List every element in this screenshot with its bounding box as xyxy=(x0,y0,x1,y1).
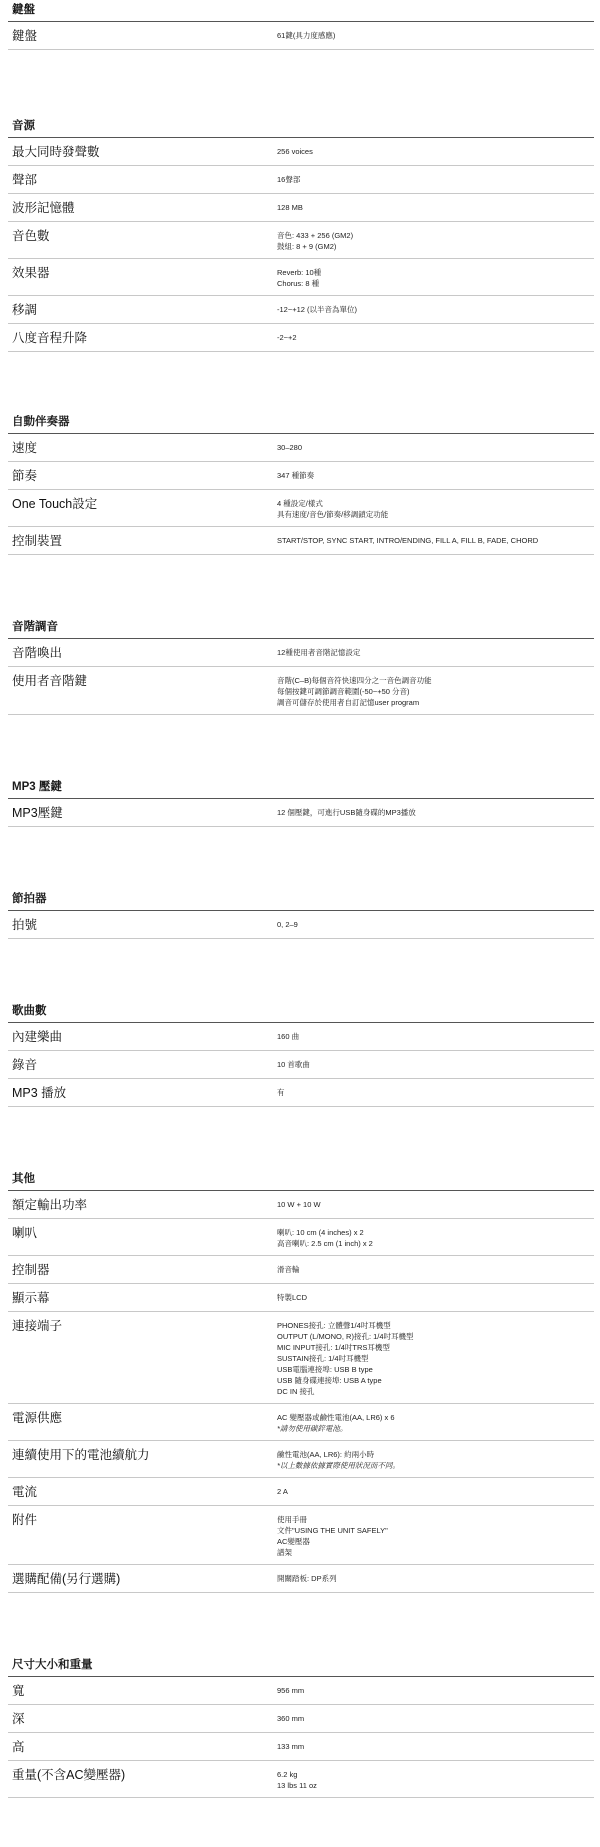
spec-label: 內建樂曲 xyxy=(12,1030,63,1044)
spec-row xyxy=(8,22,594,50)
spec-value-line: 133 mm xyxy=(277,1742,305,1751)
spec-label: MP3 播放 xyxy=(12,1086,67,1100)
spec-label: 音階喚出 xyxy=(12,646,63,660)
spec-value-line: -2~+2 xyxy=(277,333,297,342)
spec-value-line: 13 lbs 11 oz xyxy=(277,1781,317,1790)
spec-row xyxy=(8,490,594,527)
spec-label: 速度 xyxy=(12,441,38,455)
spec-value xyxy=(277,1198,594,1212)
spec-value-line: USB 隨身碟連接埠: USB A type xyxy=(277,1376,382,1385)
spec-value xyxy=(277,229,594,252)
spec-value xyxy=(277,303,594,317)
spec-label: 連續使用下的電池續航力 xyxy=(12,1448,150,1462)
spec-section xyxy=(8,617,594,715)
spec-value xyxy=(277,806,594,820)
section-title: 歌曲數 xyxy=(8,1001,594,1023)
section-spacer xyxy=(8,555,600,617)
spec-row xyxy=(8,639,594,667)
spec-section xyxy=(8,1001,594,1107)
spec-row xyxy=(8,1051,594,1079)
spec-value-line: 每個按鍵可調節調音範圍(-50~+50 分音) xyxy=(277,687,410,696)
spec-row xyxy=(8,1312,594,1404)
spec-value-line: 6.2 kg xyxy=(277,1770,298,1779)
spec-value-line: 滑音輪 xyxy=(277,1265,300,1274)
section-spacer xyxy=(8,1593,600,1655)
spec-label: 顯示幕 xyxy=(12,1291,50,1305)
spec-row xyxy=(8,296,594,324)
spec-row xyxy=(8,194,594,222)
spec-value xyxy=(277,1513,594,1558)
spec-note: *以上數據依據實際使用狀況而不同。 xyxy=(277,1461,400,1470)
spec-value xyxy=(277,441,594,455)
spec-value xyxy=(277,201,594,215)
spec-value-line: MIC INPUT接孔: 1/4吋TRS耳機型 xyxy=(277,1343,390,1352)
section-spacer xyxy=(8,352,600,412)
spec-value-line: 調音可儲存於使用者自訂記憶user program xyxy=(277,698,420,707)
spec-row xyxy=(8,799,594,827)
spec-value-line: 鹼性電池(AA, LR6): 約兩小時 xyxy=(277,1450,375,1459)
spec-row xyxy=(8,1705,594,1733)
section-title: 節拍器 xyxy=(8,889,594,911)
section-spacer xyxy=(8,1107,600,1169)
spec-value xyxy=(277,918,594,932)
section-title: 自動伴奏器 xyxy=(8,412,594,434)
section-spacer xyxy=(8,827,600,889)
spec-label: 效果器 xyxy=(12,266,50,280)
spec-label: 重量(不含AC變壓器) xyxy=(12,1768,126,1782)
section-spacer xyxy=(8,939,600,1001)
spec-value-line: Reverb: 10種 xyxy=(277,268,322,277)
spec-value xyxy=(277,1263,594,1277)
spec-value-line: USB電腦連接埠: USB B type xyxy=(277,1365,373,1374)
spec-row xyxy=(8,1565,594,1593)
spec-value-line: OUTPUT (L/MONO, R)接孔: 1/4吋耳機型 xyxy=(277,1332,414,1341)
spec-value xyxy=(277,1684,594,1698)
spec-value-line: 音階(C–B)每個音符快速四分之一音色調音功能 xyxy=(277,676,432,685)
spec-label: 八度音程升降 xyxy=(12,331,88,345)
spec-value-line: 音色: 433 + 256 (GM2) xyxy=(277,231,354,240)
spec-value-line: AC變壓器 xyxy=(277,1537,310,1546)
spec-value xyxy=(277,145,594,159)
spec-row xyxy=(8,166,594,194)
spec-value-line: 4 種設定/樣式 xyxy=(277,499,323,508)
spec-value xyxy=(277,1712,594,1726)
spec-label: 選購配備(另行選購) xyxy=(12,1572,121,1586)
spec-row xyxy=(8,1284,594,1312)
spec-value xyxy=(277,1740,594,1754)
spec-row xyxy=(8,1506,594,1565)
spec-label: 最大同時發聲數 xyxy=(12,145,100,159)
spec-value xyxy=(277,1411,594,1434)
spec-note: *請勿使用碳鋅電池。 xyxy=(277,1424,348,1433)
spec-label: 寬 xyxy=(12,1684,25,1698)
spec-value xyxy=(277,1572,594,1586)
spec-row xyxy=(8,1079,594,1107)
spec-row xyxy=(8,1441,594,1478)
spec-value-line: 10 W + 10 W xyxy=(277,1200,321,1209)
spec-row xyxy=(8,259,594,296)
spec-value-line: 2 A xyxy=(277,1487,288,1496)
spec-value-line: 喇叭: 10 cm (4 inches) x 2 xyxy=(277,1228,364,1237)
spec-row xyxy=(8,1761,594,1798)
spec-value-line: 0, 2–9 xyxy=(277,920,298,929)
spec-value-line: 347 種節奏 xyxy=(277,471,315,480)
spec-label: 聲部 xyxy=(12,173,38,187)
spec-row xyxy=(8,911,594,939)
spec-section xyxy=(8,1169,594,1593)
spec-value-line: 12種使用者音階記憶設定 xyxy=(277,648,361,657)
spec-value-line: 具有速度/音色/節奏/移調鎖定功能 xyxy=(277,510,389,519)
spec-value-line: 160 曲 xyxy=(277,1032,300,1041)
spec-label: One Touch設定 xyxy=(12,497,98,511)
spec-value xyxy=(277,469,594,483)
spec-value-line: 特製LCD xyxy=(277,1293,308,1302)
section-title: 音階調音 xyxy=(8,617,594,639)
spec-label: 拍號 xyxy=(12,918,38,932)
spec-section xyxy=(8,889,594,939)
spec-label: 高 xyxy=(12,1740,25,1754)
spec-label: 音色數 xyxy=(12,229,50,243)
spec-label: 控制器 xyxy=(12,1263,50,1277)
spec-value xyxy=(277,1448,594,1471)
spec-label: 鍵盤 xyxy=(12,29,38,43)
spec-value xyxy=(277,1319,594,1397)
section-title: MP3 壓鍵 xyxy=(8,777,594,799)
spec-value-line: 16聲部 xyxy=(277,175,301,184)
spec-value-line: 12 個壓鍵，可進行USB隨身碟的MP3播放 xyxy=(277,808,416,817)
spec-value-line: 文件"USING THE UNIT SAFELY" xyxy=(277,1526,388,1535)
spec-label: 電源供應 xyxy=(12,1411,63,1425)
spec-row xyxy=(8,667,594,715)
spec-value-line: 128 MB xyxy=(277,203,303,212)
spec-label: 控制裝置 xyxy=(12,534,63,548)
spec-section xyxy=(8,1655,594,1798)
spec-value xyxy=(277,331,594,345)
spec-value-line: 360 mm xyxy=(277,1714,305,1723)
spec-value xyxy=(277,674,594,708)
spec-label: 錄音 xyxy=(12,1058,38,1072)
section-title: 尺寸大小和重量 xyxy=(8,1655,594,1677)
spec-value-line: PHONES接孔: 立體聲1/4吋耳機型 xyxy=(277,1321,391,1330)
spec-value-line: 譜架 xyxy=(277,1548,292,1557)
spec-label: 深 xyxy=(12,1712,25,1726)
spec-value xyxy=(277,173,594,187)
spec-label: 額定輸出功率 xyxy=(12,1198,88,1212)
section-title: 鍵盤 xyxy=(8,0,594,22)
spec-value xyxy=(277,534,594,548)
spec-row xyxy=(8,324,594,352)
spec-row xyxy=(8,1023,594,1051)
spec-label: 波形記憶體 xyxy=(12,201,75,215)
spec-value xyxy=(277,266,594,289)
spec-value xyxy=(277,646,594,660)
spec-value xyxy=(277,29,594,43)
spec-value-line: -12~+12 (以半音為單位) xyxy=(277,305,358,314)
spec-label: 移調 xyxy=(12,303,38,317)
spec-row xyxy=(8,434,594,462)
spec-value-line: 使用手冊 xyxy=(277,1515,307,1524)
spec-row xyxy=(8,1478,594,1506)
spec-label: 連接端子 xyxy=(12,1319,63,1333)
spec-label: 附件 xyxy=(12,1513,38,1527)
spec-value-line: 10 首歌曲 xyxy=(277,1060,310,1069)
spec-value-line: 30–280 xyxy=(277,443,303,452)
spec-section xyxy=(8,116,594,352)
spec-row xyxy=(8,222,594,259)
spec-label: 使用者音階鍵 xyxy=(12,674,88,688)
spec-section xyxy=(8,412,594,555)
spec-row xyxy=(8,1677,594,1705)
spec-section xyxy=(8,777,594,827)
spec-value-line: START/STOP, SYNC START, INTRO/ENDING, FILL A, FILL B, FADE, CHORD xyxy=(277,536,539,545)
section-title: 音源 xyxy=(8,116,594,138)
spec-value-line: 61鍵(具力度感應) xyxy=(277,31,336,40)
spec-value xyxy=(277,1030,594,1044)
spec-row xyxy=(8,527,594,555)
spec-row xyxy=(8,462,594,490)
spec-value-line: AC 變壓器或鹼性電池(AA, LR6) x 6 xyxy=(277,1413,395,1422)
spec-value-line: DC IN 接孔 xyxy=(277,1387,315,1396)
spec-value-line: 256 voices xyxy=(277,147,313,156)
spec-row xyxy=(8,1733,594,1761)
spec-value-line: SUSTAIN接孔: 1/4吋耳機型 xyxy=(277,1354,369,1363)
spec-value xyxy=(277,1226,594,1249)
spec-label: MP3壓鍵 xyxy=(12,806,63,820)
spec-value-line: 開關踏板: DP系列 xyxy=(277,1574,337,1583)
spec-section xyxy=(8,0,594,50)
section-spacer xyxy=(8,715,600,777)
spec-label: 電流 xyxy=(12,1485,38,1499)
spec-value-line: 高音喇叭: 2.5 cm (1 inch) x 2 xyxy=(277,1239,373,1248)
spec-row xyxy=(8,1191,594,1219)
section-spacer xyxy=(8,50,600,116)
section-title: 其他 xyxy=(8,1169,594,1191)
spec-row xyxy=(8,1256,594,1284)
spec-value xyxy=(277,1485,594,1499)
spec-label: 喇叭 xyxy=(12,1226,38,1240)
spec-value xyxy=(277,1086,594,1100)
spec-row xyxy=(8,1404,594,1441)
spec-value-line: Chorus: 8 種 xyxy=(277,279,320,288)
spec-row xyxy=(8,138,594,166)
spec-value xyxy=(277,1291,594,1305)
spec-value xyxy=(277,1058,594,1072)
spec-value-line: 有 xyxy=(277,1088,285,1097)
spec-value xyxy=(277,1768,594,1791)
spec-value-line: 956 mm xyxy=(277,1686,305,1695)
spec-value-line: 鼓組: 8 + 9 (GM2) xyxy=(277,242,337,251)
spec-label: 節奏 xyxy=(12,469,38,483)
spec-value xyxy=(277,497,594,520)
spec-row xyxy=(8,1219,594,1256)
